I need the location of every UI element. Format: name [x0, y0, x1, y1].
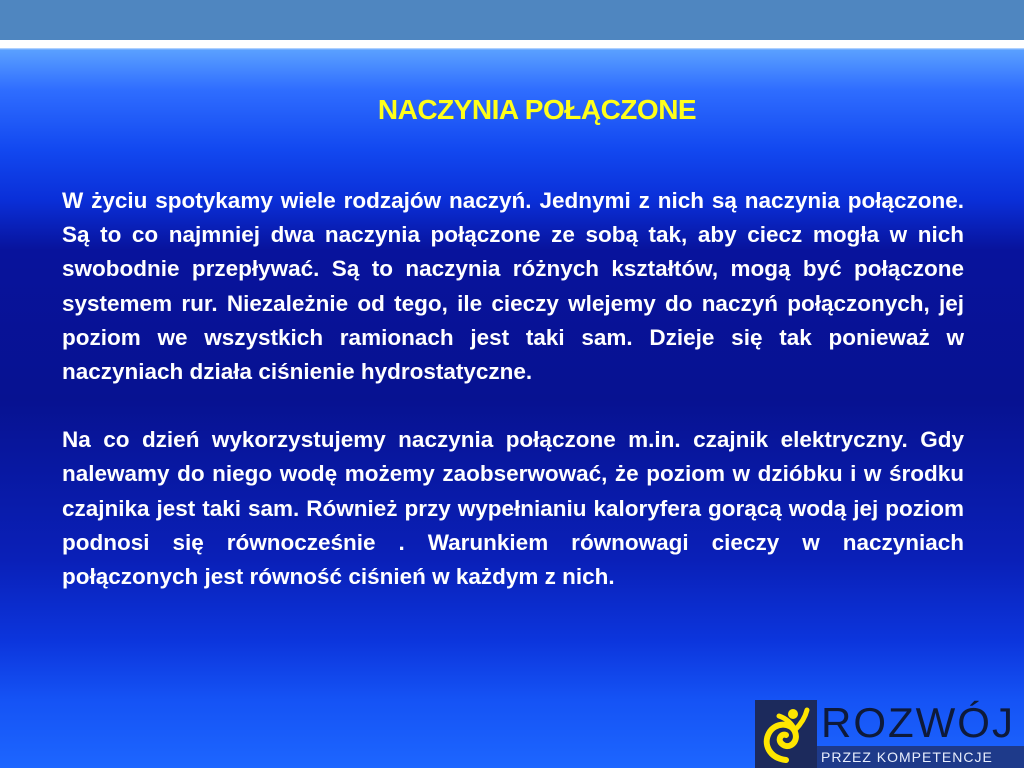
- slide-title: NACZYNIA POŁĄCZONE: [377, 94, 697, 125]
- logo-word: ROZWÓJ: [821, 699, 1015, 746]
- slide-body: [62, 184, 964, 594]
- paragraph-2: Na co dzień wykorzystujemy naczynia połączone m.in. czajnik elektryczny. Gdy nalewamy do niego wodę możemy zaobserwować, że poziom w dzióbku i w środku czajnika jest taki sam. Również przy wypełnianiu kaloryfera gorącą wodą jej poziom podnosi się równocześnie . Warunkiem równowagi cieczy w naczyniach połączonych jest równość ciśnień w każdym z nich.: [62, 427, 964, 590]
- paragraph-1: W życiu spotykamy wiele rodzajów naczyń. Jednymi z nich są naczynia połączone. Są to co najmniej dwa naczynia połączone ze sobą tak, aby ciecz mogła w nich swobodnie przepływać. Są to naczynia różnych kształtów, mogą być połączone systemem rur. Niezależnie od tego, ile cieczy wlejemy do naczyń połączonych, jej poziom we wszystkich ramionach jest taki sam. Dzieje się tak ponieważ w naczyniach działa ciśnienie hydrostatyczne.: [62, 188, 964, 385]
- top-bar: [0, 0, 1024, 40]
- logo-subtitle: PRZEZ KOMPETENCJE: [817, 746, 1024, 768]
- swirl-figure-icon: [755, 700, 817, 768]
- rozwoj-logo: [755, 700, 1024, 768]
- divider-band: [0, 40, 1024, 48]
- swirl-figure-icon-svg: [755, 700, 817, 768]
